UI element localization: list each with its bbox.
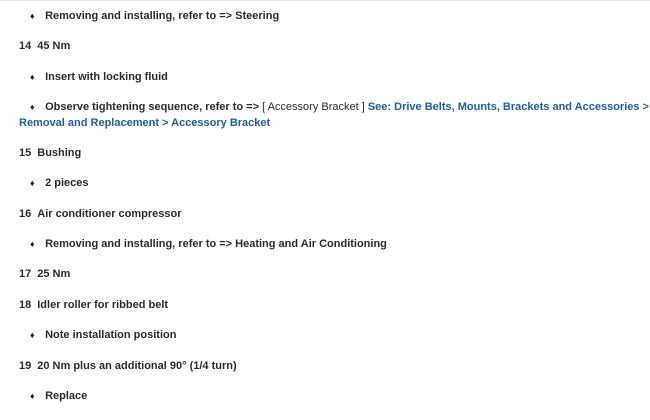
bullet-text: 2 pieces [45,177,89,189]
bullet-item [30,176,88,191]
item-number: 14 [19,40,32,52]
item-number: 19 [19,360,32,372]
bullet-item [30,389,87,404]
diamond-bullet-icon: ♦ [30,102,35,112]
item-text: 45 Nm [37,40,71,52]
cross-reference-link-continued[interactable]: Removal and Replacement > Accessory Bracket [19,117,271,129]
diamond-bullet-icon: ♦ [30,72,35,82]
diamond-bullet-icon: ♦ [30,11,35,21]
cross-reference-link[interactable]: See: Drive Belts, Mounts, Brackets and Accessories > [367,101,649,113]
numbered-item [19,39,70,54]
top-divider [0,0,650,1]
bullet-item [30,328,176,343]
item-number: 16 [19,208,32,220]
item-text: Idler roller for ribbed belt [37,299,169,311]
bullet-text: Observe tightening sequence, refer to => [45,101,260,113]
diamond-bullet-icon: ♦ [30,178,35,188]
bullet-text: Insert with locking fluid [45,71,168,83]
bullet-text: Removing and installing, refer to => Heating and Air Conditioning [45,238,387,250]
numbered-item [19,267,70,282]
bullet-item [30,237,387,252]
bullet-item [30,100,649,115]
bullet-text: Replace [45,390,88,402]
item-number: 17 [19,268,32,280]
item-text: Air conditioner compressor [37,208,182,220]
numbered-item [19,359,237,374]
bullet-text: Note installation position [45,329,177,341]
item-number: 18 [19,299,32,311]
bullet-item [30,70,168,85]
bullet-text: Removing and installing, refer to => Steering [45,10,280,22]
numbered-item [19,298,168,313]
item-text: 20 Nm plus an additional 90° (1/4 turn) [37,360,237,372]
numbered-item [19,146,81,161]
numbered-item [19,207,182,222]
item-number: 15 [19,147,32,159]
item-text: 25 Nm [37,268,71,280]
diamond-bullet-icon: ♦ [30,330,35,340]
bracket-reference: [ Accessory Bracket ] [262,101,365,113]
item-text: Bushing [37,147,82,159]
diamond-bullet-icon: ♦ [30,391,35,401]
bullet-item [30,9,279,24]
diamond-bullet-icon: ♦ [30,239,35,249]
link-continuation [19,116,270,131]
